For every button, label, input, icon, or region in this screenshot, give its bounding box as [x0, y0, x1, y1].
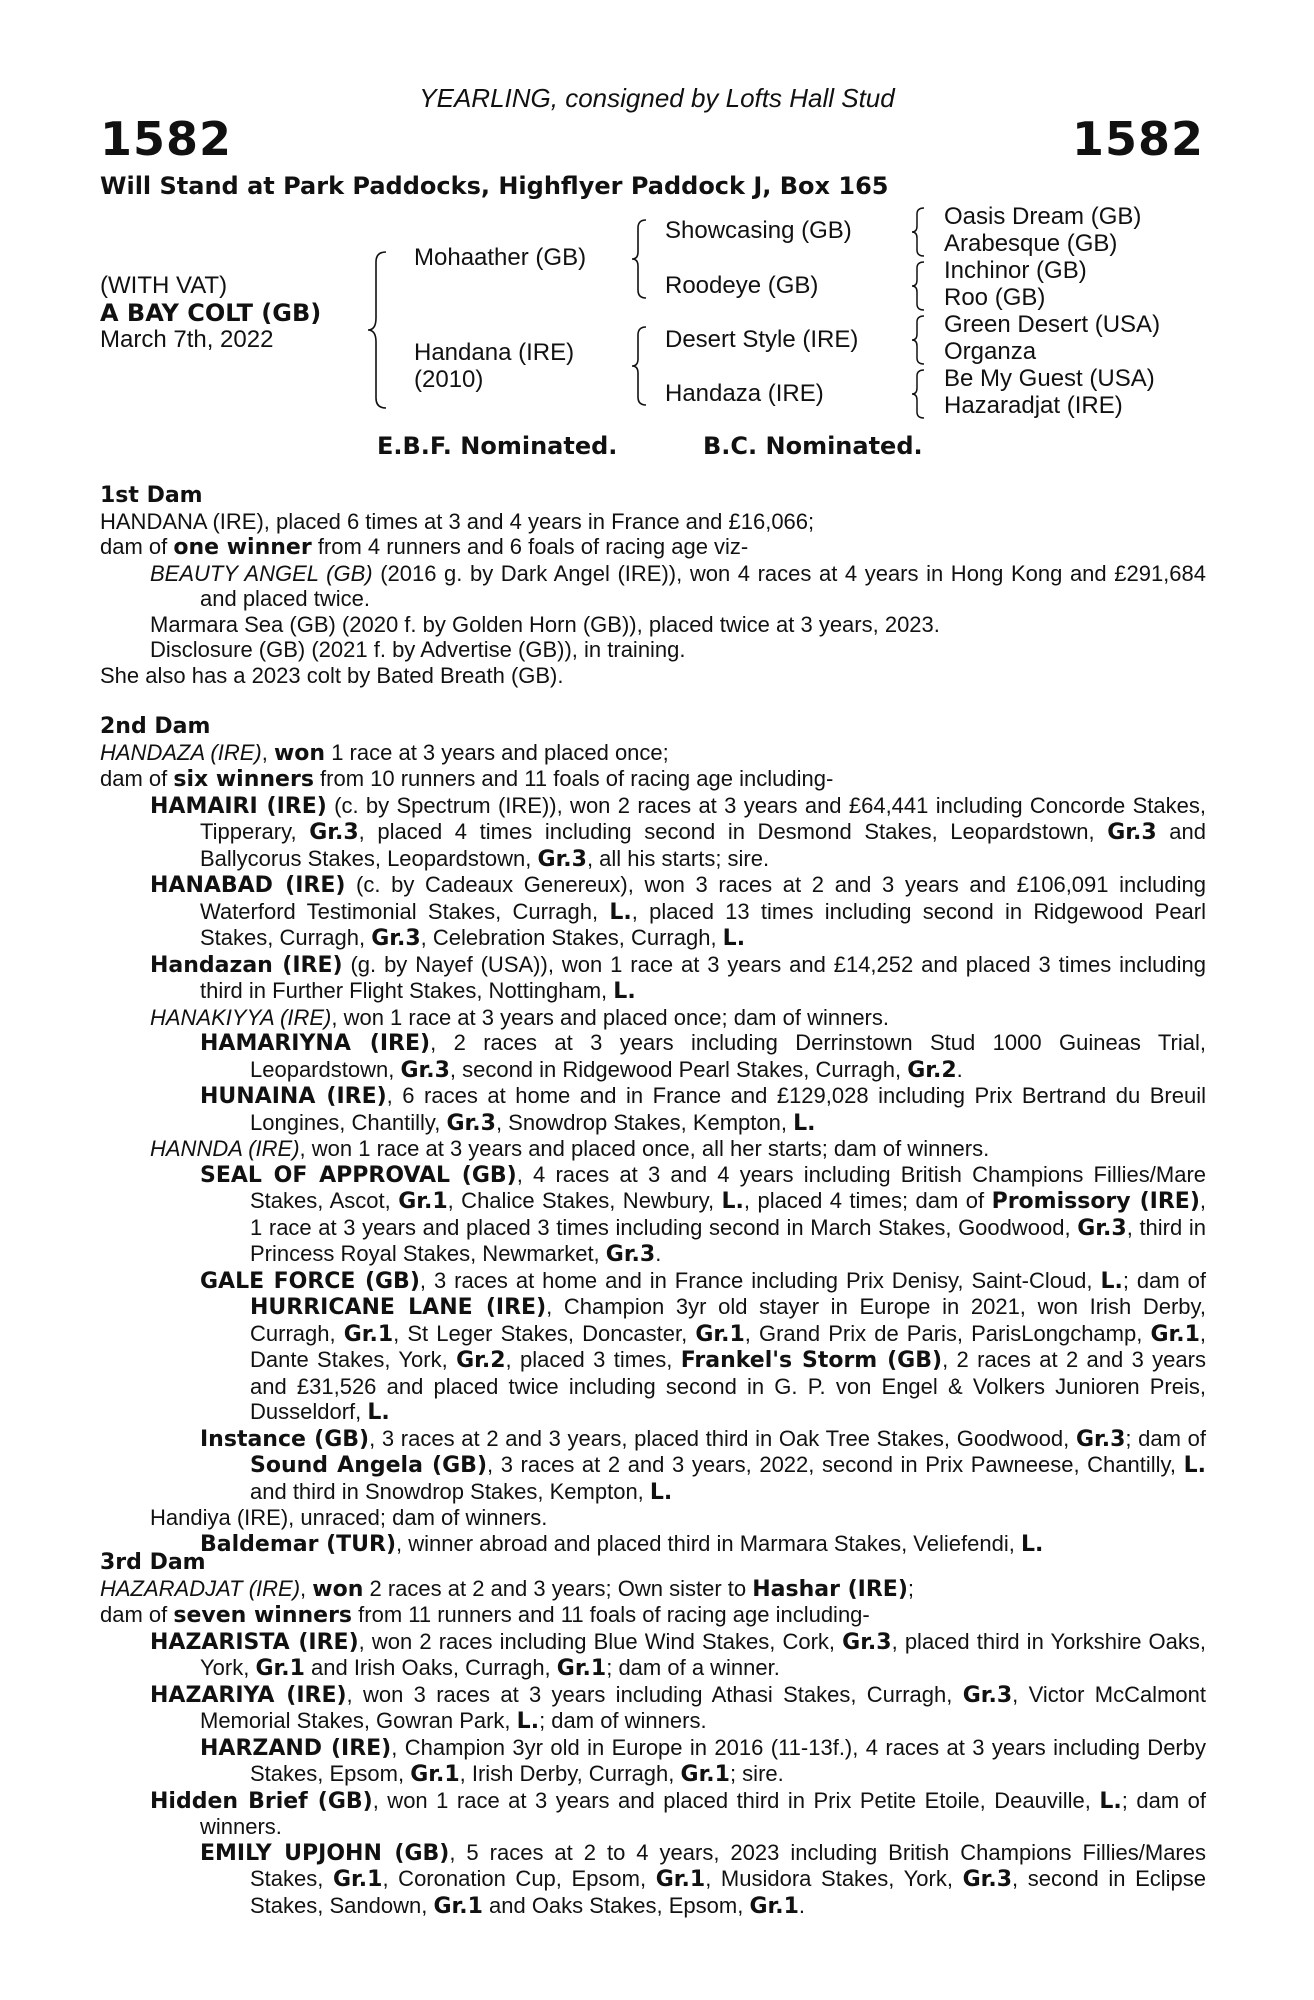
- gg-sire-3: Green Desert (USA): [944, 311, 1161, 338]
- text-run: Gr.1: [255, 1656, 305, 1681]
- text-run: Gr.3: [309, 820, 359, 845]
- text-run: , placed 13 times including second in Ridgewood Pearl Stakes, Curragh,: [200, 898, 1207, 950]
- text-run: six winners: [173, 767, 314, 792]
- text-run: Marmara Sea (GB) (2020 f. by Golden Horn (GB)), placed twice at 3 years, 2023.: [150, 611, 940, 637]
- produce-entry: [100, 952, 1206, 1005]
- text-run: Disclosure (GB) (2021 f. by Advertise (GB)), in training.: [150, 637, 686, 662]
- text-run: , Irish Derby, Curragh,: [459, 1761, 681, 1786]
- text-run: EMILY UPJOHN (GB): [200, 1840, 450, 1866]
- grandproduce-entry: [100, 1426, 1206, 1506]
- produce-entry: [100, 1629, 1206, 1682]
- text-run: HURRICANE LANE (IRE): [250, 1295, 547, 1320]
- text-run: , Musidora Stakes, York,: [705, 1866, 963, 1891]
- produce-entry: [100, 561, 1206, 612]
- sire-sire: Showcasing (GB): [665, 217, 852, 244]
- pedigree-brace-main: [368, 250, 392, 410]
- text-run: ; dam of winners.: [200, 1787, 1206, 1839]
- text-run: L.: [1099, 1788, 1122, 1814]
- text-run: Instance (GB): [200, 1426, 370, 1452]
- text-run: , second in Eclipse Stakes, Sandown,: [250, 1866, 1207, 1918]
- text-run: Gr.3: [400, 1057, 450, 1083]
- horse-name: A BAY COLT (GB): [100, 299, 322, 327]
- produce-entry: [100, 1682, 1206, 1735]
- grandproduce-entry: [100, 1083, 1206, 1136]
- text-run: , 2 races at 3 years including Derrinstown Stud 1000 Guineas Trial, Leopardstown,: [250, 1030, 1206, 1082]
- text-run: , 2 races at 2 and 3 years and £31,526 and placed twice including second in G. P. von Engel & Volkers Junioren Preis, Dusseldorf,: [250, 1347, 1206, 1424]
- text-run: 1 race at 3 years and placed once;: [325, 739, 669, 765]
- gg-sire-1: Oasis Dream (GB): [944, 203, 1142, 230]
- text-run: HARZAND (IRE): [200, 1735, 392, 1761]
- text-run: HANNDA (IRE): [150, 1136, 300, 1161]
- second-dam-produce-line: [100, 766, 1206, 793]
- produce-entry: [100, 1505, 1206, 1531]
- text-run: dam of: [100, 1602, 174, 1627]
- text-run: , Grand Prix de Paris, ParisLongchamp,: [744, 1320, 1151, 1346]
- horse-dob: March 7th, 2022: [100, 326, 274, 353]
- text-run: won: [312, 1576, 364, 1602]
- text-run: from 4 runners and 6 foals of racing age viz-: [311, 534, 749, 559]
- text-run: 2 races at 2 and 3 years; Own sister to: [363, 1575, 753, 1601]
- stand-location: Will Stand at Park Paddocks, Highflyer Paddock J, Box 165: [100, 172, 889, 200]
- gg-dam-4: Hazaradjat (IRE): [944, 392, 1123, 419]
- text-run: L.: [793, 1110, 816, 1136]
- text-run: Gr.2: [456, 1348, 506, 1373]
- second-dam-line: [100, 740, 1206, 767]
- lot-number-left: 1582: [100, 112, 233, 166]
- text-run: , Chalice Stakes, Newbury,: [447, 1188, 722, 1213]
- text-run: , won 3 races at 3 years including Athasi Stakes, Curragh,: [346, 1681, 963, 1707]
- grandproduce-entry: [100, 1735, 1206, 1788]
- text-run: , placed 3 times,: [505, 1347, 681, 1372]
- text-run: , winner abroad and placed third in Marmara Stakes, Veliefendi,: [396, 1530, 1021, 1556]
- text-run: ,: [261, 739, 274, 765]
- text-run: Gr.1: [410, 1762, 460, 1787]
- text-run: Gr.2: [907, 1057, 957, 1083]
- third-dam-produce-line: [100, 1602, 1206, 1629]
- text-run: .: [956, 1056, 963, 1082]
- text-run: dam of: [100, 766, 174, 791]
- text-run: Gr.3: [605, 1242, 656, 1267]
- grandproduce-entry: [100, 1162, 1206, 1268]
- text-run: ,: [300, 1575, 313, 1601]
- text-run: (2016 g. by Dark Angel (IRE)), won 4 races at 4 years in Hong Kong and £291,684 and placed twice.: [200, 560, 1206, 611]
- text-run: , won 1 race at 3 years and placed once; dam of winners.: [331, 1004, 889, 1030]
- bc-nomination: B.C. Nominated.: [703, 432, 923, 460]
- grandproduce-entry: [100, 1840, 1206, 1920]
- pedigree-brace-dd: [912, 368, 928, 420]
- second-dam-section: [100, 714, 1206, 1557]
- pedigree-brace-ss: [912, 206, 928, 258]
- text-run: HAMAIRI (IRE): [150, 793, 327, 819]
- text-run: Gr.3: [962, 1682, 1013, 1708]
- grandproduce-entry: [100, 1030, 1206, 1083]
- text-run: Gr.3: [1075, 1426, 1126, 1452]
- first-dam-section: [100, 483, 1206, 688]
- text-run: L.: [649, 1479, 673, 1505]
- produce-entry: [100, 637, 1206, 663]
- text-run: ; dam of: [1122, 1267, 1207, 1293]
- grandproduce-entry: [100, 1268, 1206, 1426]
- sire-dam: Roodeye (GB): [665, 272, 819, 299]
- text-run: L.: [722, 926, 746, 951]
- text-run: .: [798, 1892, 806, 1918]
- gg-sire-2: Inchinor (GB): [944, 257, 1087, 284]
- text-run: Promissory (IRE): [991, 1189, 1200, 1214]
- text-run: Gr.3: [1107, 820, 1157, 845]
- text-run: , St Leger Stakes, Doncaster,: [393, 1320, 696, 1346]
- text-run: Gr.1: [695, 1321, 745, 1347]
- third-dam-section: [100, 1550, 1206, 1919]
- produce-note: [100, 663, 1206, 689]
- text-run: HANDAZA (IRE): [100, 739, 262, 765]
- text-run: ;: [907, 1575, 915, 1601]
- pedigree-brace-ds: [912, 314, 928, 366]
- text-run: Hidden Brief (GB): [150, 1788, 373, 1814]
- produce-entry: [100, 612, 1206, 638]
- text-run: GALE FORCE (GB): [200, 1268, 420, 1294]
- text-run: L.: [367, 1400, 390, 1425]
- text-run: (c. by Spectrum (IRE)), won 2 races at 3 years and £64,441 including Concorde Stakes, Tipperary,: [200, 792, 1206, 844]
- text-run: Sound Angela (GB): [250, 1453, 487, 1478]
- text-run: ; dam of: [1125, 1425, 1206, 1451]
- text-run: Gr.1: [343, 1321, 394, 1347]
- text-run: L.: [1020, 1531, 1044, 1557]
- pedigree-brace-sire: [632, 218, 650, 300]
- text-run: , Celebration Stakes, Curragh,: [420, 925, 723, 950]
- gg-sire-4: Be My Guest (USA): [944, 365, 1155, 392]
- text-run: Gr.1: [556, 1656, 607, 1681]
- text-run: L.: [721, 1189, 744, 1214]
- dam-year: (2010): [414, 366, 484, 393]
- text-run: L.: [1183, 1453, 1206, 1478]
- text-run: HAZARIYA (IRE): [150, 1682, 347, 1708]
- text-run: , 3 races at home and in France including Prix Denisy, Saint-Cloud,: [419, 1267, 1101, 1293]
- first-dam-line: [100, 509, 1206, 535]
- text-run: (g. by Nayef (USA)), won 1 race at 3 years and £14,252 and placed 3 times including third in Further Flight Stakes, Nottingham,: [200, 951, 1207, 1003]
- third-dam-heading: 3rd Dam: [100, 1550, 206, 1575]
- first-dam-heading: 1st Dam: [100, 483, 203, 508]
- text-run: HANAKIYYA (IRE): [150, 1004, 332, 1030]
- text-run: seven winners: [173, 1603, 353, 1628]
- text-run: from 10 runners and 11 foals of racing age including-: [313, 766, 834, 791]
- text-run: won: [273, 740, 326, 766]
- text-run: Gr.1: [1150, 1321, 1200, 1347]
- text-run: , 6 races at home and in France and £129,028 including Prix Bertrand du Breuil Longines, Chantilly,: [250, 1083, 1207, 1135]
- text-run: Handazan (IRE): [150, 952, 343, 978]
- second-dam-heading: 2nd Dam: [100, 714, 211, 739]
- gg-dam-3: Organza: [944, 338, 1037, 365]
- text-run: , 4 races at 3 and 4 years including British Champions Fillies/Mare Stakes, Ascot,: [250, 1161, 1207, 1213]
- text-run: , Coronation Cup, Epsom,: [382, 1866, 656, 1891]
- pedigree-brace-dam: [632, 325, 650, 407]
- sire-name: Mohaather (GB): [414, 244, 587, 271]
- ebf-nomination: E.B.F. Nominated.: [377, 432, 618, 460]
- text-run: Gr.1: [333, 1867, 383, 1892]
- text-run: HUNAINA (IRE): [200, 1084, 387, 1109]
- text-run: Gr.1: [749, 1893, 799, 1919]
- first-dam-produce-line: [100, 534, 1206, 561]
- text-run: one winner: [173, 535, 312, 560]
- text-run: Gr.1: [398, 1189, 448, 1214]
- text-run: HAMARIYNA (IRE): [200, 1031, 431, 1056]
- text-run: , won 2 races including Blue Wind Stakes, Cork,: [358, 1628, 843, 1654]
- text-run: ; dam of a winner.: [606, 1655, 780, 1680]
- gg-dam-1: Arabesque (GB): [944, 230, 1118, 257]
- text-run: .: [655, 1241, 662, 1266]
- text-run: She also has a 2023 colt by Bated Breath (GB).: [100, 662, 564, 688]
- text-run: HAZARISTA (IRE): [150, 1629, 359, 1655]
- lot-number-right: 1582: [1071, 112, 1204, 166]
- text-run: from 11 runners and 11 foals of racing age including-: [352, 1602, 870, 1627]
- text-run: , third in Princess Royal Stakes, Newmarket,: [250, 1214, 1206, 1266]
- text-run: dam of: [100, 534, 174, 559]
- text-run: Handiya (IRE), unraced; dam of winners.: [150, 1505, 548, 1530]
- text-run: BEAUTY ANGEL (GB): [150, 560, 373, 586]
- produce-entry: [100, 1005, 1206, 1031]
- text-run: SEAL OF APPROVAL (GB): [200, 1162, 517, 1188]
- text-run: Gr.1: [680, 1762, 730, 1787]
- text-run: L.: [613, 979, 636, 1004]
- dam-dam: Handaza (IRE): [665, 380, 824, 407]
- text-run: , won 1 race at 3 years and placed once, all her starts; dam of winners.: [299, 1136, 990, 1161]
- text-run: L.: [516, 1709, 540, 1734]
- text-run: , placed 4 times; dam of: [743, 1188, 992, 1213]
- text-run: Gr.1: [655, 1867, 706, 1892]
- text-run: Gr.3: [962, 1867, 1013, 1892]
- text-run: Frankel's Storm (GB): [680, 1348, 943, 1373]
- third-dam-line: [100, 1576, 1206, 1603]
- text-run: , Victor McCalmont Memorial Stakes, Gowran Park,: [200, 1681, 1206, 1733]
- text-run: HAZARADJAT (IRE): [100, 1575, 301, 1601]
- text-run: L.: [1100, 1268, 1123, 1294]
- text-run: and third in Snowdrop Stakes, Kempton,: [250, 1478, 650, 1504]
- text-run: , 3 races at 2 and 3 years, placed third in Oak Tree Stakes, Goodwood,: [369, 1425, 1076, 1451]
- produce-entry: [100, 1788, 1206, 1840]
- text-run: , placed third in Yorkshire Oaks, York,: [200, 1628, 1207, 1680]
- text-run: ; sire.: [729, 1761, 784, 1786]
- text-run: , placed 4 times including second in Desmond Stakes, Leopardstown,: [358, 819, 1108, 844]
- text-run: , Dante Stakes, York,: [250, 1320, 1206, 1372]
- text-run: and Ballycorus Stakes, Leopardstown,: [200, 819, 1206, 871]
- text-run: Gr.3: [446, 1110, 496, 1136]
- text-run: Gr.1: [433, 1893, 483, 1919]
- text-run: and Oaks Stakes, Epsom,: [482, 1892, 750, 1918]
- text-run: , 3 races at 2 and 3 years, 2022, second in Prix Pawneese, Chantilly,: [487, 1452, 1184, 1477]
- catalogue-subtitle: YEARLING, consigned by Lofts Hall Stud: [419, 83, 895, 113]
- produce-entry: [100, 793, 1206, 873]
- text-run: , second in Ridgewood Pearl Stakes, Curragh,: [449, 1056, 908, 1082]
- vat-note: (WITH VAT): [100, 272, 228, 299]
- text-run: , Snowdrop Stakes, Kempton,: [495, 1109, 794, 1135]
- text-run: (c. by Cadeaux Genereux), won 3 races at 2 and 3 years and £106,091 including Waterford Testimonial Stakes, Curragh,: [200, 872, 1207, 924]
- text-run: , Champion 3yr old stayer in Europe in 2021, won Irish Derby, Curragh,: [250, 1294, 1207, 1346]
- text-run: Baldemar (TUR): [200, 1531, 397, 1557]
- text-run: , 1 race at 3 years and placed 3 times including second in March Stakes, Goodwood,: [250, 1188, 1207, 1240]
- text-run: , 5 races at 2 to 4 years, 2023 including British Champions Fillies/Mares Stakes,: [250, 1839, 1206, 1891]
- text-run: and Irish Oaks, Curragh,: [304, 1655, 557, 1680]
- produce-entry: [100, 1136, 1206, 1162]
- text-run: , won 1 race at 3 years and placed third in Prix Petite Etoile, Deauville,: [372, 1787, 1100, 1813]
- text-run: HANABAD (IRE): [150, 873, 346, 898]
- gg-dam-2: Roo (GB): [944, 284, 1046, 311]
- text-run: , Champion 3yr old in Europe in 2016 (11-13f.), 4 races at 3 years including Derby Stakes, Epsom,: [250, 1734, 1206, 1786]
- dam-name: Handana (IRE): [414, 339, 575, 366]
- pedigree-brace-sd: [912, 260, 928, 312]
- text-run: ; dam of winners.: [539, 1708, 707, 1733]
- text-run: L.: [609, 899, 632, 925]
- dam-sire: Desert Style (IRE): [665, 326, 859, 353]
- text-run: HANDANA (IRE), placed 6 times at 3 and 4 years in France and £16,066;: [100, 508, 815, 534]
- text-run: , all his starts; sire.: [586, 845, 770, 871]
- text-run: Gr.3: [842, 1629, 892, 1655]
- text-run: Hashar (IRE): [752, 1576, 908, 1602]
- text-run: Gr.3: [537, 846, 587, 872]
- text-run: Gr.3: [1077, 1215, 1127, 1241]
- produce-entry: [100, 872, 1206, 952]
- text-run: Gr.3: [371, 926, 421, 951]
